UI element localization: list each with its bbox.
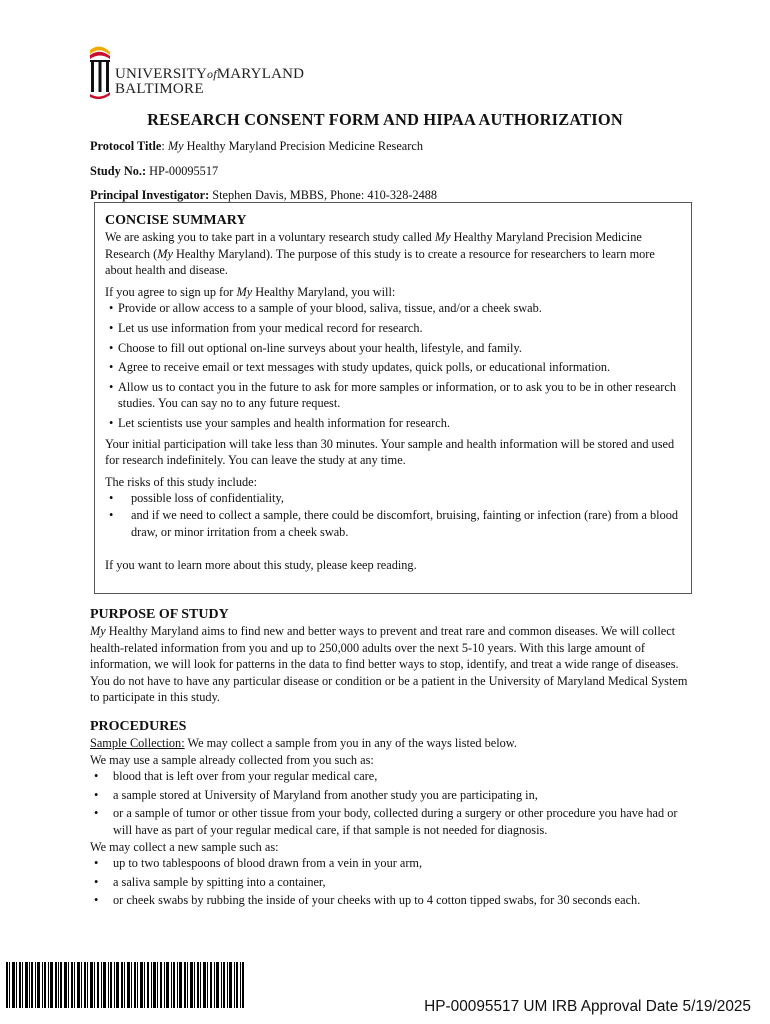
document-title: RESEARCH CONSENT FORM AND HIPAA AUTHORIZATION	[147, 110, 623, 129]
list-item: • a sample stored at University of Maryland from another study you are participating in,	[90, 787, 690, 804]
barcode-icon	[6, 962, 244, 1008]
summary-participation: Your initial participation will take less than 30 minutes. Your sample and health information will be stored and used for research indefinitely. You can leave the study at any time.	[105, 436, 675, 468]
protocol-title: Protocol Title: My Healthy Maryland Precision Medicine Research	[90, 139, 423, 153]
procedures-section	[90, 718, 690, 909]
purpose-heading: PURPOSE OF STUDY	[90, 607, 229, 622]
summary-more: If you want to learn more about this study, please keep reading.	[105, 558, 417, 573]
existing-sample-intro: We may use a sample already collected from you such as:	[90, 752, 374, 767]
purpose-section	[90, 606, 690, 706]
procedures-heading: PROCEDURES	[90, 719, 187, 734]
summary-risks-list	[105, 490, 685, 540]
list-item: • and if we need to collect a sample, there could be discomfort, bruising, fainting or infection (rare) from a blood draw, or minor irritation from a cheek swab.	[105, 507, 685, 540]
list-item: • Allow us to contact you in the future to ask for more samples or information, or to ask you to be in other research studies. You can say no to any future request.	[105, 379, 685, 412]
logo-wordmark-line1: UNIVERSITYofMARYLAND	[115, 66, 305, 82]
new-sample-intro: We may collect a new sample such as:	[90, 839, 279, 854]
list-item: • possible loss of confidentiality,	[105, 490, 685, 507]
list-item: • blood that is left over from your regular medical care,	[90, 768, 690, 785]
logo-wordmark-line2: BALTIMORE	[115, 81, 204, 97]
list-item: • Choose to fill out optional on-line surveys about your health, lifestyle, and family.	[105, 340, 685, 357]
summary-risks-intro: The risks of this study include:	[105, 474, 257, 489]
principal-investigator: Principal Investigator: Stephen Davis, MBBS, Phone: 410-328-2488	[90, 188, 438, 202]
university-shield-icon	[89, 44, 111, 100]
existing-sample-list	[90, 768, 690, 838]
study-number: Study No.: HP-00095517	[90, 164, 219, 178]
list-item: • up to two tablespoons of blood drawn from a vein in your arm,	[90, 855, 690, 872]
purpose-text: My Healthy Maryland aims to find new and better ways to prevent and treat rare and common diseases. We will collect health-related information from you and up to 250,000 adults over the next 5-10 years. With this large amount of information, we will look for patterns in the data to find better ways to stop, identify, and treat a wide range of diseases. You do not have to have any particular disease or condition or be a patient in the University of Maryland Medical System to participate in this study.	[90, 624, 688, 705]
list-item: • Let scientists use your samples and health information for research.	[105, 415, 685, 432]
list-item: • or cheek swabs by rubbing the inside of your cheeks with up to 4 cotton tipped swabs, for 30 seconds each.	[90, 892, 690, 909]
summary-bullet-list	[105, 300, 685, 431]
new-sample-list	[90, 855, 690, 909]
summary-heading: CONCISE SUMMARY	[105, 213, 247, 228]
list-item: • Let us use information from your medical record for research.	[105, 320, 685, 337]
sample-collection: Sample Collection: We may collect a sample from you in any of the ways listed below.	[90, 736, 517, 750]
concise-summary-box	[94, 202, 692, 594]
summary-intro: We are asking you to take part in a voluntary research study called My Healthy Maryland Precision Medicine Research (My Healthy Maryland). The purpose of this study is to create a resource for researchers to learn more about health and disease.	[105, 230, 655, 278]
irb-approval-footer: HP-00095517 UM IRB Approval Date 5/19/2025	[424, 998, 751, 1015]
summary-signup: If you agree to sign up for My Healthy Maryland, you will:	[105, 284, 396, 299]
list-item: • or a sample of tumor or other tissue from your body, collected during a surgery or other procedure you have had or will have as part of your regular medical care, if that sample is not needed for diagnosis.	[90, 805, 690, 838]
university-logo	[89, 44, 309, 102]
list-item: • Provide or allow access to a sample of your blood, saliva, tissue, and/or a cheek swab.	[105, 300, 685, 317]
list-item: • Agree to receive email or text messages with study updates, quick polls, or educational information.	[105, 359, 685, 376]
list-item: • a saliva sample by spitting into a container,	[90, 874, 690, 891]
